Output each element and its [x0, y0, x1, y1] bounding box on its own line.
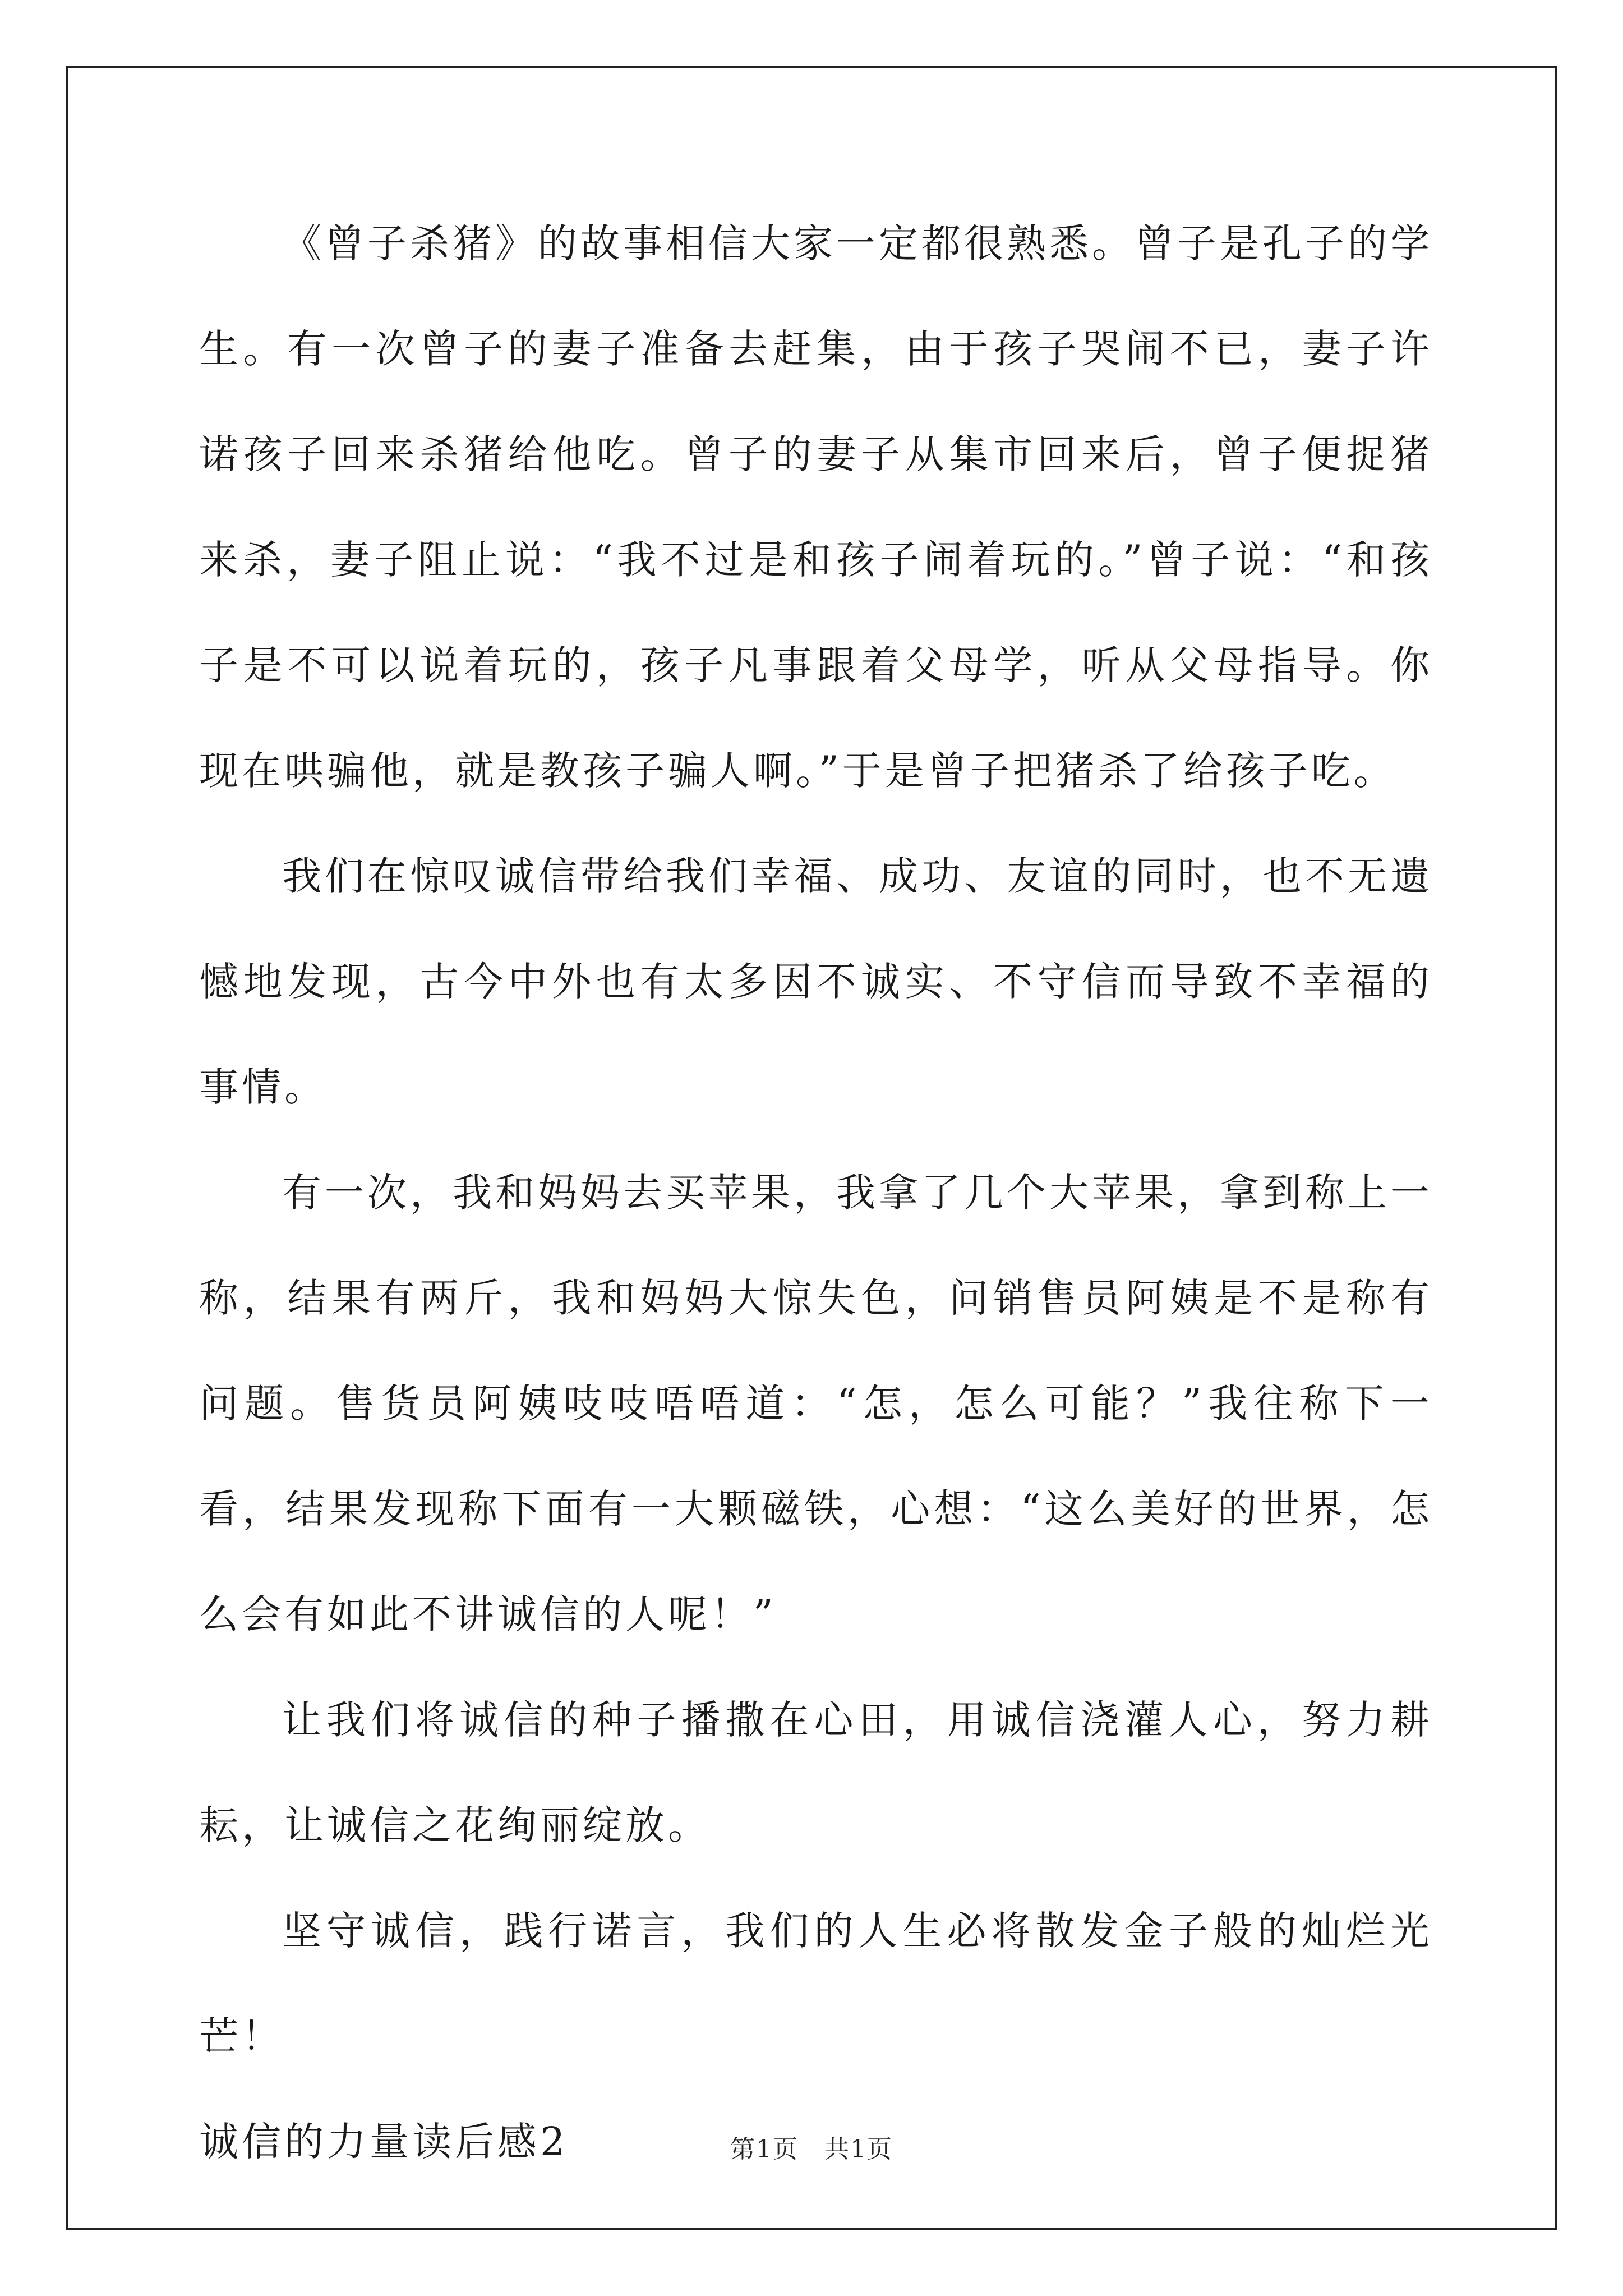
page-footer: 第1页 共1页 [730, 2135, 893, 2164]
document-body [199, 191, 1433, 2194]
paragraph-keep-integrity: 坚守诚信，践行诺言，我们的人生必将散发金子般的灿烂光芒！ [199, 1908, 1433, 2059]
paragraph-integrity-reflection: 我们在惊叹诚信带给我们幸福、成功、友谊的同时，也不无遗憾地发现，古今中外也有太多因不诚实、不守信而导致不幸福的事情。 [199, 853, 1433, 1110]
paragraph-apple-story: 有一次，我和妈妈去买苹果，我拿了几个大苹果，拿到称上一称，结果有两斤，我和妈妈大惊失色，问销售员阿姨是不是称有问题。售货员阿姨吱吱唔唔道：“怎，怎么可能？”我往称下一看，结果发现称下面有一大颗磁铁，心想：“这么美好的世界，怎么会有如此不讲诚信的人呢！” [199, 1170, 1433, 1637]
paragraph-sow-integrity: 让我们将诚信的种子播撒在心田，用诚信浇灌人心，努力耕耘，让诚信之花绚丽绽放。 [199, 1697, 1433, 1848]
section-heading: 诚信的力量读后感2 [199, 2119, 569, 2165]
paragraph-zengzi-story: 《曾子杀猪》的故事相信大家一定都很熟悉。曾子是孔子的学生。有一次曾子的妻子准备去赶集，由于孩子哭闹不已，妻子许诺孩子回来杀猪给他吃。曾子的妻子从集市回来后，曾子便捉猪来杀，妻子阻止说：“我不过是和孩子闹着玩的。”曾子说：“和孩子是不可以说着玩的，孩子凡事跟着父母学，听从父母指导。你现在哄骗他，就是教孩子骗人啊。”于是曾子把猪杀了给孩子吃。 [199, 220, 1433, 794]
